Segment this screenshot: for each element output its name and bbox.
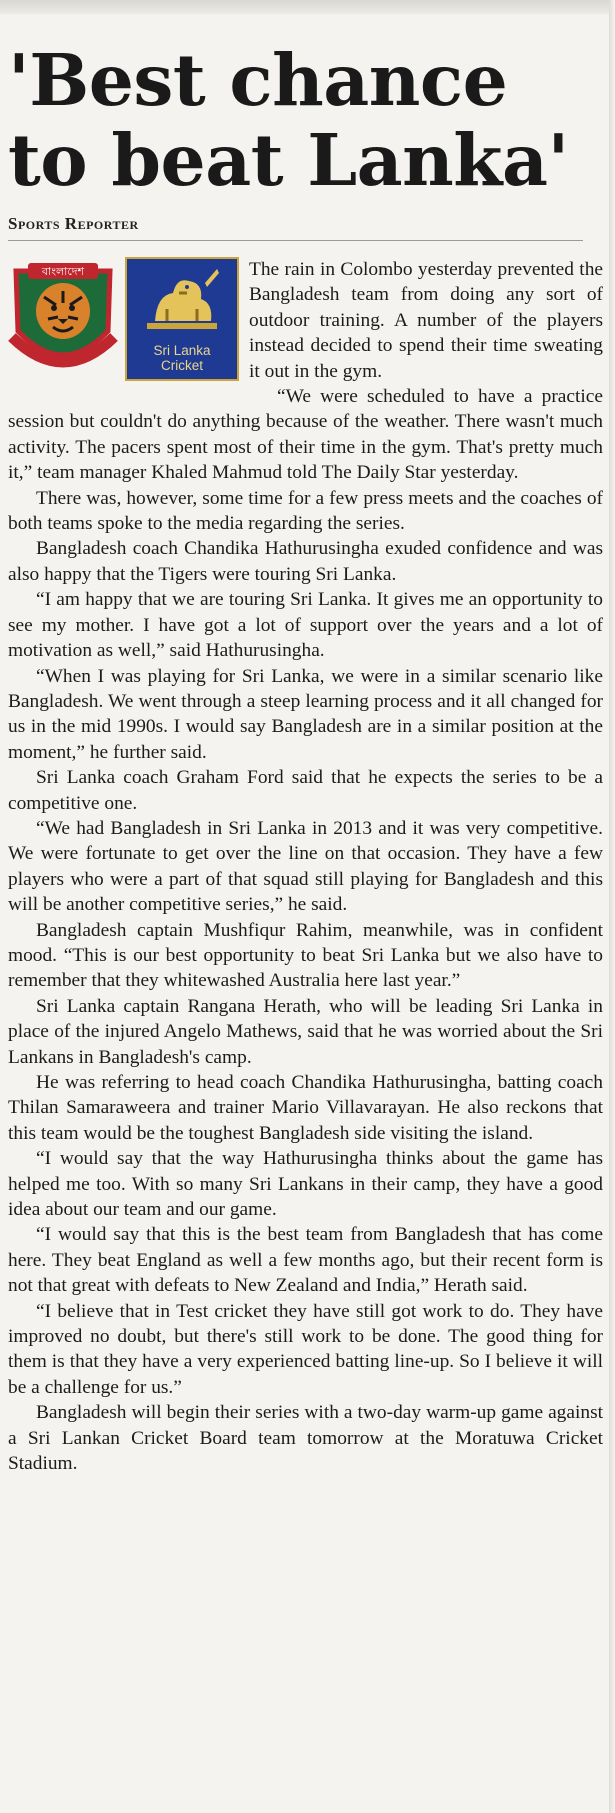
top-margin-strip: [0, 0, 615, 14]
paragraph: “I am happy that we are touring Sri Lanka. It gives me an opportunity to see my mother. I have got a lot of support over the years and a lot of motivation as well,” said Hathurusingha.: [8, 589, 603, 662]
paragraph: Bangladesh captain Mushfiqur Rahim, meanwhile, was in confident mood. “This is our best opportunity to beat Sri Lanka but we also have to remember that they whitewashed Australia here last year.”: [8, 919, 603, 992]
headline: [8, 0, 603, 200]
paragraph: He was referring to head coach Chandika Hathurusingha, batting coach Thilan Samaraweera and trainer Mario Villavarayan. He also reckons that this team would be the toughest Bangladesh side visiting the island.: [8, 1072, 603, 1144]
paragraph: “When I was playing for Sri Lanka, we were in a similar scenario like Bangladesh. We went through a steep learning process and it all changed for us in the mid 1990s. I would say Bangladesh are in a similar position at the moment,” he further said.: [8, 665, 603, 763]
paragraph: Sri Lanka coach Graham Ford said that he expects the series to be a competitive one.: [8, 767, 603, 814]
lion-emblem-icon: [127, 263, 237, 343]
page-edge-shadow: [609, 0, 615, 1813]
paragraph: Bangladesh coach Chandika Hathurusingha exuded confidence and was also happy that the Tigers were touring Sri Lanka.: [8, 538, 603, 585]
byline-text: Sports Reporter: [8, 214, 139, 233]
paragraph: Sri Lanka captain Rangana Herath, who will be leading Sri Lanka in place of the injured Angelo Mathews, said that he was worried about the Sri Lankans in Bangladesh's camp.: [8, 995, 603, 1068]
paragraph: “We had Bangladesh in Sri Lanka in 2013 and it was very competitive. We were fortunate to get over the line on that occasion. They have a few players who were a part of that squad still playing for Bangladesh and this will be another competitive series,” he said.: [8, 817, 603, 916]
headline-line-2: to beat Lanka': [8, 118, 569, 202]
byline: [8, 214, 603, 234]
paragraph: “We were scheduled to have a practice session but couldn't do anything because of the weather. There wasn't much activity. The pacers spent most of their time in the gym. That's pretty much it,” team manager Khaled Mahmud told The Daily Star yesterday.: [8, 386, 603, 484]
paragraph: “I believe that in Test cricket they have still got work to do. They have improved no doubt, but there's still work to be done. The good thing for them is that they have a very experienced batting line-up. So I believe it will be a challenge for us.”: [8, 1300, 603, 1398]
paragraph: The rain in Colombo yesterday prevented the Bangladesh team from doing any sort of outdoor training. A number of the players instead decided to spend their time sweating it out in the gym.: [249, 259, 603, 382]
bangladesh-cricket-board-logo-icon: [8, 261, 118, 379]
headline-line-1: 'Best chance: [8, 38, 508, 122]
bcb-bengali-text: বাংলাদেশ: [41, 265, 85, 278]
sri-lanka-cricket-logo: [125, 257, 239, 381]
slc-line-1: Sri Lanka: [153, 343, 211, 358]
paragraph: There was, however, some time for a few press meets and the coaches of both teams spoke to the media regarding the series.: [8, 487, 603, 535]
paragraph: “I would say that this is the best team from Bangladesh that has come here. They beat England as well a few months ago, but their recent form is not that great with defeats to New Zealand and India,” Herath said.: [8, 1224, 603, 1297]
article-body: [8, 257, 603, 1477]
byline-divider: [8, 240, 583, 241]
paragraph: “I would say that the way Hathurusingha thinks about the game has helped me too. With so many Sri Lankans in their camp, they have a good idea about our team and our game.: [8, 1148, 603, 1221]
sri-lanka-cricket-wordmark: [127, 343, 237, 373]
slc-line-2: Cricket: [160, 358, 203, 373]
paragraph: Bangladesh will begin their series with a two-day warm-up game against a Sri Lankan Cricket Board team tomorrow at the Moratuwa Cricket Stadium.: [8, 1402, 603, 1475]
team-logos: [8, 257, 240, 389]
